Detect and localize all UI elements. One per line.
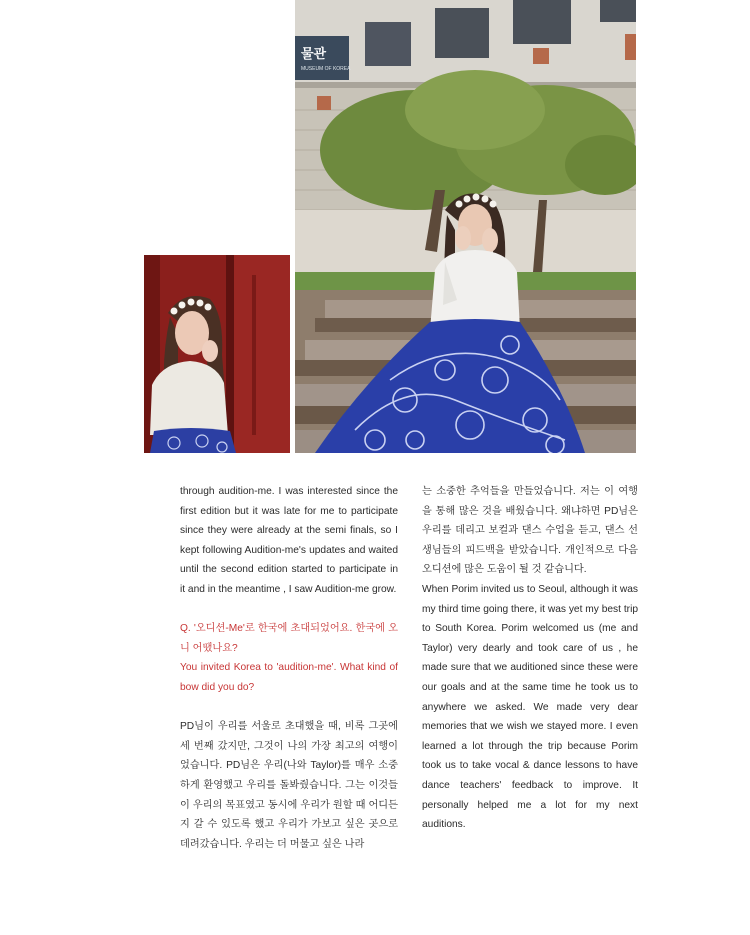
photo-girl-by-red-door (144, 255, 290, 453)
museum-sign-subtext: MUSEUM OF KOREA (301, 66, 351, 72)
right-text-column (422, 482, 638, 835)
answer-english: When Porim invited us to Seoul, although it was my third time going there, it was yet my best trip to South Korea. Porim welcomed us (me and Taylor) very dearly and took care of us , he made sure that we auditioned since these were our goals and at the same time he took us to anywhere we asked. We made very dear memories that we wish we stayed more. I even learned a lot through the trip because Porim took us to take vocal & dance lessons to have dance teachers' feedback to improve. It personally helped me a lot for my next auditions. (422, 583, 638, 831)
answer-korean: PD님이 우리를 서울로 초대했을 때, 비록 그곳에 세 번째 갔지만, 그것이 나의 가장 최고의 여행이었습니다. PD님은 우리(나와 Taylor)를 매우 소중하게 환영했고 우리를 돌봐줬습니다. 그는 이것들이 우리의 목표였고 동시에 우리가 원할 때 어디든지 갈 수 있도록 했고 우리가 가보고 싶은 곳으로 데려갔습니다. 우리는 더 머물고 싶은 나라 (180, 721, 398, 850)
photo-girl-on-steps-graphic (295, 0, 636, 453)
question-korean: Q. '오디션-Me'로 한국에 초대되었어요. 한국에 오니 어땠나요? (180, 623, 398, 654)
question-english: You invited Korea to 'audition-me'. What kind of bow did you do? (180, 662, 398, 693)
answer-korean-continued: 는 소중한 추억들을 만들었습니다. 저는 이 여행을 통해 많은 것을 배웠습니다. 왜냐하면 PD님은 우리를 데리고 보컬과 댄스 수업을 듣고, 댄스 선생님들의 피드백을 받았습니다. 개인적으로 다음 오디션에 많은 도움이 될 것 같습니다. (422, 486, 638, 576)
photo-girl-on-steps (295, 0, 636, 453)
intro-paragraph: through audition-me. I was interested since the first edition but it was late for me to participate since they were already at the semi finals, so I kept following Audition-me's updates and waited until the second edition started to participate in it and in the meantime , I saw Audition-me grow. (180, 486, 398, 595)
photo-girl-by-red-door-graphic (144, 255, 290, 453)
museum-sign-text: 물관 (301, 46, 327, 61)
left-text-column (180, 482, 398, 854)
